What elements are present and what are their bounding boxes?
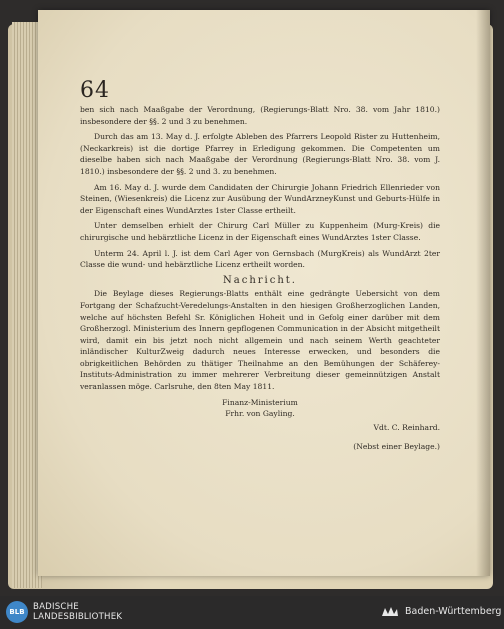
paragraph: Unter demselben erhielt der Chirurg Carl Müller zu Kuppenheim (Murg-Kreis) die chirurgische und hebärztliche Licenz in der Eigenschaft eines WundArztes 1ster Classe. <box>80 221 440 242</box>
paragraph: Unterm 24. April l. J. ist dem Carl Ager von Gernsbach (MurgKreis) als WundArzt 2ter Classe die wund- und hebärztliche Licenz ertheilt worden. <box>80 248 440 270</box>
paragraph: Am 16. May d. J. wurde dem Candidaten der Chirurgie Johann Friedrich Ellenrieder von Steinen, (Wiesenkreis) die Licenz zur Ausübung der WundArzneyKunst und Geburts-Hülfe in der Eigenschaft eines WundArztes 1ster Classe ertheilt. <box>80 182 440 215</box>
signature-office: Finanz-Ministerium <box>222 397 298 407</box>
enclosure-note: (Nebst einer Beylage.) <box>353 442 440 452</box>
state-name: Baden-Württemberg <box>405 606 502 617</box>
page-text <box>80 104 440 453</box>
signature-name: Frhr. von Gayling. <box>225 409 295 419</box>
paragraph: ben sich nach Maaßgabe der Verordnung, (Regierungs-Blatt Nro. 38. vom Jahr 1810.) insbesondere der §§. 2 und 3 zu benehmen. <box>80 105 440 126</box>
library-name-line2: LANDESBIBLIOTHEK <box>33 612 123 622</box>
notice-paragraph: Die Beylage dieses Regierungs-Blatts enthält eine gedrängte Uebersicht von dem Fortgang der Schafzucht-Veredelungs-Anstalten in den hiesigen Großherzoglichen Landen, welche auf höchsten Befehl Sr. Königlichen Hoheit und in Gefolg einer darüber mit dem Großherzogl. Ministerium des Innern gepflogenen Communication in der Absicht mitgetheilt wird, damit ein bis jetzt noch nicht allgemein und nach seinem Werth geachteter inländischer KulturZweig dadurch neues Interesse erwecken, und besonders die obrigkeitlichen Behörden zu thätiger Theilnahme an den Bemühungen der Schäferey-Instituts-Administration zu immer mehrerer Verbreitung dieser gemeinnützigen Anstalt veranlassen möge. Carlsruhe, den 8ten May 1811. <box>80 289 440 392</box>
page-number: 64 <box>80 78 110 103</box>
notice-heading: Nachricht. <box>223 274 297 286</box>
library-name-line1: BADISCHE <box>33 602 79 612</box>
signature-clerk: Vdt. C. Reinhard. <box>373 422 440 432</box>
page-gutter-shadow <box>476 10 490 576</box>
blb-logo-icon: BLB <box>6 601 28 623</box>
lions-emblem-icon <box>380 604 400 620</box>
paragraph: Durch das am 13. May d. J. erfolgte Ableben des Pfarrers Leopold Rister zu Huttenheim, (Neckarkreis) ist die dortige Pfarrey in Erledigung gekommen. Die Competenten um dieselbe haben sich nach Maaßgabe der Verordnung (Regierungs-Blatt Nro. 38. vom J. 1810.) insbesondere der §§. 2 und 3. zu benehmen. <box>80 132 440 176</box>
viewer-footer <box>0 596 504 629</box>
library-name <box>33 602 122 622</box>
